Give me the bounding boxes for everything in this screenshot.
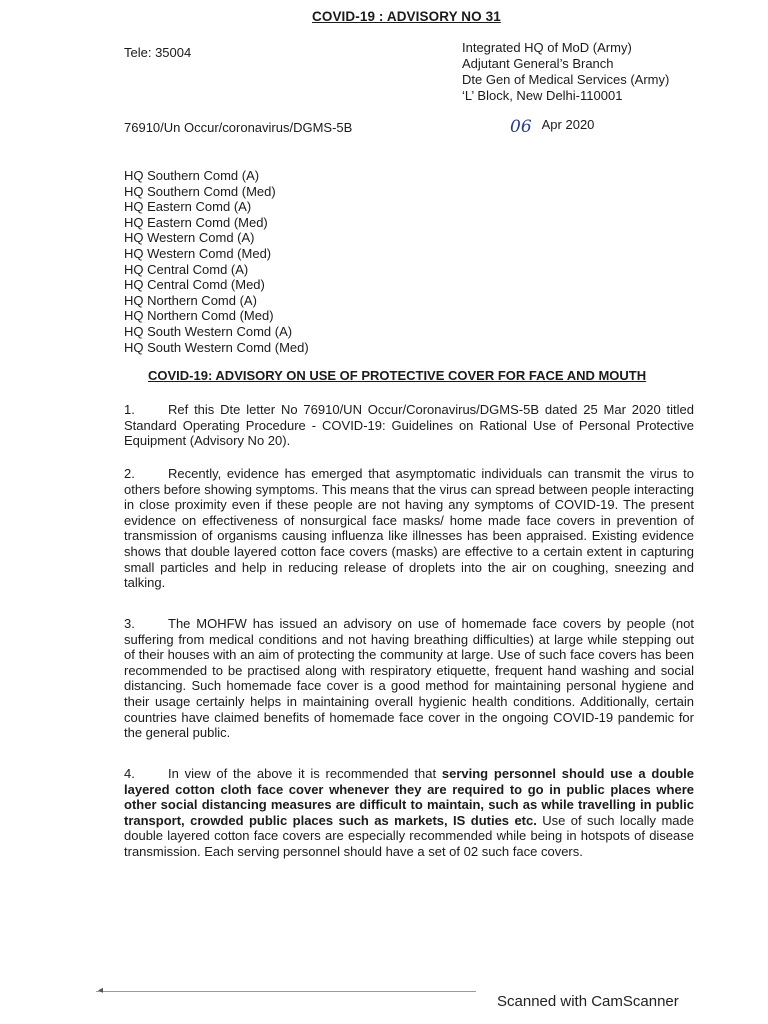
paragraph-4 — [124, 766, 694, 860]
paragraph-text: Recently, evidence has emerged that asymptomatic individuals can transmit the virus to others before showing symptoms. This means that the virus can spread between people interacting in close proximity even if these people are not having any symptoms of COVID-19. The present evidence on effectiveness of nonsurgical face masks/ home made face covers in prevention of transmission of organisms causing influenza like illnesses has been appraised. Existing evidence shows that double layered cotton face covers (masks) are effective to a certain extent in capturing small particles and help in reducing release of droplets into the air on coughing, sneezing and talking. — [124, 466, 694, 591]
subject-heading: COVID-19: ADVISORY ON USE OF PROTECTIVE COVER FOR FACE AND MOUTH — [148, 368, 647, 383]
paragraph-number: 2. — [124, 466, 135, 481]
addressee: HQ Southern Comd (A) — [124, 168, 260, 183]
office-line: Dte Gen of Medical Services (Army) — [462, 72, 670, 87]
handwritten-day: 06 — [510, 117, 532, 137]
paragraph-text-emphasis: serving personnel should use a double layered cotton cloth face cover whenever they are required to go in public places where other social distancing measures are difficult to maintain, such as while travelling in public transport, crowded public places such as markets, IS duties etc. — [124, 766, 694, 828]
addressee: HQ Western Comd (A) — [124, 230, 255, 246]
scan-edge-line — [96, 991, 476, 992]
addressee-list — [124, 168, 309, 355]
office-address — [462, 40, 669, 104]
addressee: HQ South Western Comd (Med) — [124, 339, 309, 355]
paragraph-text: The MOHFW has issued an advisory on use of homemade face covers by people (not suffering from medical conditions and not having breathing difficulties) at large while stepping out of their houses with an aim of protecting the community at large. Use of such face covers has been recommended to be practised along with respiratory etiquette, frequent hand washing and social distancing. Such homemade face cover is a good method for maintaining personal hygiene and their usage certainly helps in maintaining overall hygienic health conditions. Additionally, certain countries have claimed benefits of homemade face cover in the ongoing COVID-19 pandemic for the general public. — [124, 616, 694, 741]
paragraph-text: Ref this Dte letter No 76910/UN Occur/Coronavirus/DGMS-5B dated 25 Mar 2020 titled Standard Operating Procedure - COVID-19: Guidelines on Rational Use of Personal Protective Equipment (Advisory No 20). — [124, 402, 694, 449]
addressee: HQ Western Comd (Med) — [124, 245, 272, 261]
reference-number: 76910/Un Occur/coronavirus/DGMS-5B — [124, 120, 353, 135]
office-line: Adjutant General’s Branch — [462, 56, 614, 71]
telephone-number: Tele: 35004 — [124, 45, 192, 60]
office-line: Integrated HQ of MoD (Army) — [462, 40, 632, 55]
paragraph-number: 3. — [124, 616, 135, 631]
paragraph-3 — [124, 616, 694, 741]
office-line: ‘L’ Block, New Delhi-110001 — [462, 88, 623, 103]
addressee: HQ Southern Comd (Med) — [124, 183, 276, 199]
printed-month-year: Apr 2020 — [541, 117, 595, 132]
addressee: HQ Northern Comd (Med) — [124, 308, 274, 324]
addressee: HQ Eastern Comd (A) — [124, 199, 252, 215]
paragraph-text-intro: In view of the above it is recommended that — [168, 766, 442, 781]
scan-mark-icon: ◂ — [98, 985, 104, 996]
paragraph-text-rest: Use of such locally made double layered cotton face covers are especially recommended while being in hotspots of disease transmission. Each serving personnel should have a set of 02 such face covers. — [124, 812, 694, 859]
addressee: HQ South Western Comd (A) — [124, 323, 293, 339]
paragraph-number: 4. — [124, 766, 135, 781]
letter-date — [510, 114, 595, 137]
scanner-watermark: Scanned with CamScanner — [497, 993, 679, 1010]
addressee: HQ Eastern Comd (Med) — [124, 214, 268, 230]
paragraph-2 — [124, 466, 694, 591]
advisory-title: COVID-19 : ADVISORY NO 31 — [312, 9, 501, 24]
addressee: HQ Northern Comd (A) — [124, 292, 257, 308]
addressee: HQ Central Comd (Med) — [124, 277, 265, 293]
addressee: HQ Central Comd (A) — [124, 261, 249, 277]
paragraph-number: 1. — [124, 402, 135, 417]
paragraph-1 — [124, 402, 694, 449]
